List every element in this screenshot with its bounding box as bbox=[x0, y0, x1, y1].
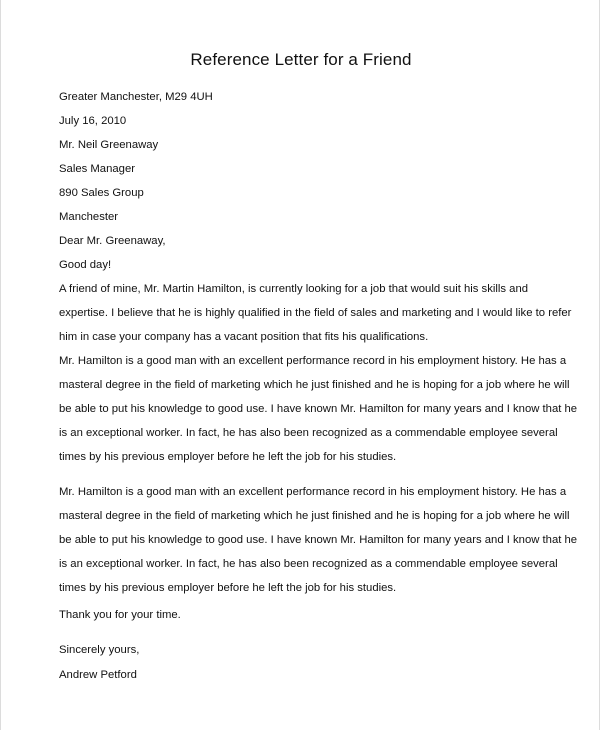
thanks-line: Thank you for your time. bbox=[59, 609, 181, 621]
signature-name: Andrew Petford bbox=[59, 669, 137, 681]
paragraph-3-line: times by his previous employer before he left the job for his studies. bbox=[59, 582, 397, 594]
salutation: Dear Mr. Greenaway, bbox=[59, 235, 166, 247]
recipient-name: Mr. Neil Greenaway bbox=[59, 139, 159, 151]
paragraph-2-line: is an exceptional worker. In fact, he has also been recognized as a commendable employee several bbox=[59, 427, 558, 439]
paragraph-3-line: is an exceptional worker. In fact, he has also been recognized as a commendable employee several bbox=[59, 558, 558, 570]
letter-title: Reference Letter for a Friend bbox=[190, 50, 412, 69]
paragraph-1-line: expertise. I believe that he is highly qualified in the field of sales and marketing and I would like to refer bbox=[59, 307, 572, 319]
paragraph-3-line: masteral degree in the field of marketing which he just finished and he is hoping for a job where he will bbox=[59, 510, 570, 522]
recipient-position: Sales Manager bbox=[59, 163, 135, 175]
greeting: Good day! bbox=[59, 259, 112, 271]
paragraph-3-line: be able to put his knowledge to good use. I have known Mr. Hamilton for many years and I know that he bbox=[59, 534, 578, 546]
paragraph-2-line: masteral degree in the field of marketing which he just finished and he is hoping for a job where he will bbox=[59, 379, 570, 391]
paragraph-1-line: A friend of mine, Mr. Martin Hamilton, is currently looking for a job that would suit his skills and bbox=[59, 283, 529, 295]
paragraph-2-line: Mr. Hamilton is a good man with an excellent performance record in his employment history. He has a bbox=[59, 355, 567, 367]
paragraph-2-line: be able to put his knowledge to good use. I have known Mr. Hamilton for many years and I know that he bbox=[59, 403, 578, 415]
paragraph-2-line: times by his previous employer before he left the job for his studies. bbox=[59, 451, 397, 463]
recipient-company: 890 Sales Group bbox=[59, 187, 144, 199]
paragraph-1-line: him in case your company has a vacant position that fits his qualifications. bbox=[59, 331, 429, 343]
recipient-city: Manchester bbox=[59, 211, 119, 223]
closing: Sincerely yours, bbox=[59, 644, 140, 656]
paragraph-3-line: Mr. Hamilton is a good man with an excellent performance record in his employment history. He has a bbox=[59, 486, 567, 498]
sender-address: Greater Manchester, M29 4UH bbox=[59, 91, 213, 103]
letter-date: July 16, 2010 bbox=[59, 115, 127, 127]
